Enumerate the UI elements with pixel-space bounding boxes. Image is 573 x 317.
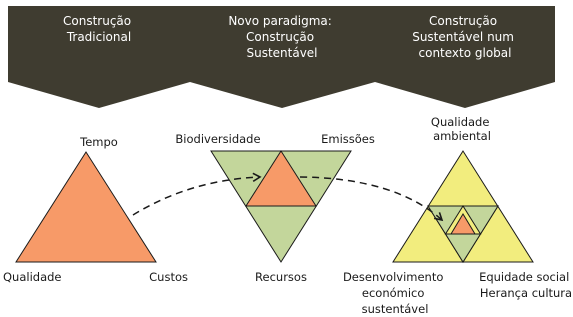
header-2-line-2: Construção: [246, 30, 315, 44]
stage1-bottom-left-label: Qualidade: [3, 270, 62, 284]
stage3-bottom-left-line-1: Desenvolvimento: [342, 270, 444, 284]
header-1-line-1: Construção: [63, 14, 132, 28]
stage1-triangle: [16, 152, 156, 262]
stage3-top-line-1: Qualidade: [430, 115, 490, 129]
stage3-top-line-2: ambiental: [433, 129, 491, 143]
header-3-line-1: Construção: [429, 14, 498, 28]
stage2-triangle-group: [211, 151, 351, 262]
stage2-top-right-label: Emissões: [321, 132, 375, 146]
header-1-line-2: Tradicional: [66, 30, 132, 44]
stage2-bottom-label: Recursos: [255, 270, 307, 284]
header-1: [8, 6, 190, 108]
stage3-bottom-left-line-3: sustentável: [361, 302, 429, 316]
header-2: [190, 6, 375, 108]
header-3-line-2: Sustentável num: [412, 30, 514, 44]
header-3-line-3: contexto global: [418, 46, 512, 60]
stage3-triangle-group: [393, 151, 533, 262]
stage1-top-label: Tempo: [80, 135, 118, 149]
header-3: [375, 6, 555, 108]
stage3-bottom-right-line-1: Equidade social: [479, 270, 570, 284]
stage1-bottom-right-label: Custos: [149, 270, 188, 284]
stage2-top-left-label: Biodiversidade: [175, 132, 261, 146]
stage3-top-label: [431, 115, 493, 143]
header-2-line-1: Novo paradigma:: [228, 14, 332, 28]
stage3-bottom-left-label: [343, 270, 447, 316]
stage3-bottom-left-line-2: económico: [361, 286, 425, 300]
header-2-line-3: Sustentável: [246, 46, 318, 60]
stage3-bottom-right-line-2: Herança cultura: [479, 286, 573, 300]
stage3-bottom-right-label: [479, 270, 573, 300]
